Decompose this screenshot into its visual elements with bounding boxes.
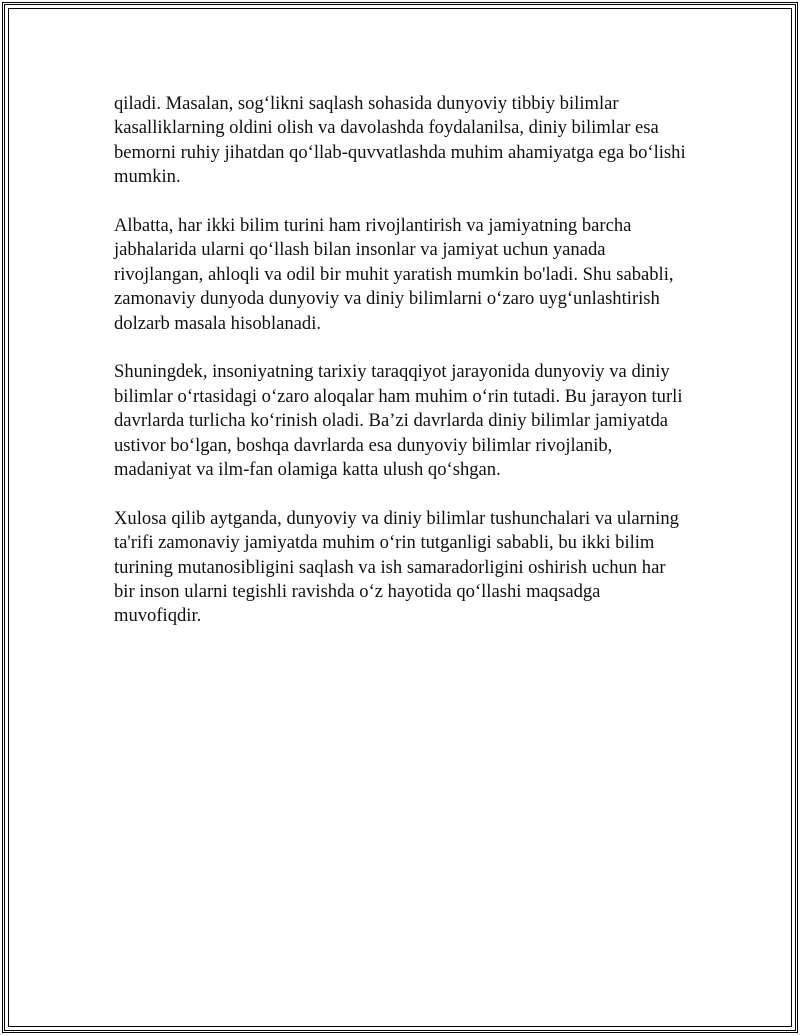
paragraph-3 bbox=[114, 360, 694, 482]
paragraph-line: muvofiqdir. bbox=[114, 605, 202, 627]
document-body bbox=[114, 92, 694, 653]
paragraph-line: jabhalarida ularni qo‘llash bilan insonlar va jamiyat uchun yanada bbox=[114, 239, 606, 261]
paragraph-2 bbox=[114, 214, 694, 336]
paragraph-line: zamonaviy dunyoda dunyoviy va diniy bilimlarni o‘zaro uyg‘unlashtirish bbox=[114, 288, 660, 310]
paragraph-1 bbox=[114, 92, 694, 190]
paragraph-line: Albatta, har ikki bilim turini ham rivojlantirish va jamiyatning barcha bbox=[114, 215, 632, 237]
paragraph-line: rivojlangan, ahloqli va odil bir muhit yaratish mumkin bo'ladi. Shu sababli, bbox=[114, 263, 674, 285]
paragraph-line: madaniyat va ilm-fan olamiga katta ulush qo‘shgan. bbox=[114, 459, 501, 481]
paragraph-line: bilimlar o‘rtasidagi o‘zaro aloqalar ham muhim o‘rin tutadi. Bu jarayon turli bbox=[114, 385, 683, 407]
paragraph-line: bir inson ularni tegishli ravishda o‘z hayotida qo‘llashi maqsadga bbox=[114, 581, 601, 603]
paragraph-line: mumkin. bbox=[114, 166, 181, 188]
paragraph-line: Xulosa qilib aytganda, dunyoviy va diniy bilimlar tushunchalari va ularning bbox=[114, 507, 679, 529]
paragraph-line: turining mutanosibligini saqlash va ish samaradorligini oshirish uchun har bbox=[114, 556, 666, 578]
paragraph-line: kasalliklarning oldini olish va davolashda foydalanilsa, diniy bilimlar esa bbox=[114, 117, 659, 139]
paragraph-line: ustivor bo‘lgan, boshqa davrlarda esa dunyoviy bilimlar rivojlanib, bbox=[114, 434, 613, 456]
paragraph-line: ta'rifi zamonaviy jamiyatda muhim o‘rin tutganligi sababli, bu ikki bilim bbox=[114, 532, 655, 554]
paragraph-line: davrlarda turlicha ko‘rinish oladi. Ba’zi davrlarda diniy bilimlar jamiyatda bbox=[114, 410, 669, 432]
paragraph-4 bbox=[114, 507, 694, 629]
paragraph-line: Shuningdek, insoniyatning tarixiy taraqqiyot jarayonida dunyoviy va diniy bbox=[114, 361, 670, 383]
paragraph-line: dolzarb masala hisoblanadi. bbox=[114, 312, 322, 334]
paragraph-line: bemorni ruhiy jihatdan qo‘llab-quvvatlashda muhim ahamiyatga ega bo‘lishi bbox=[114, 141, 686, 163]
paragraph-line: qiladi. Masalan, sog‘likni saqlash sohasida dunyoviy tibbiy bilimlar bbox=[114, 93, 619, 114]
